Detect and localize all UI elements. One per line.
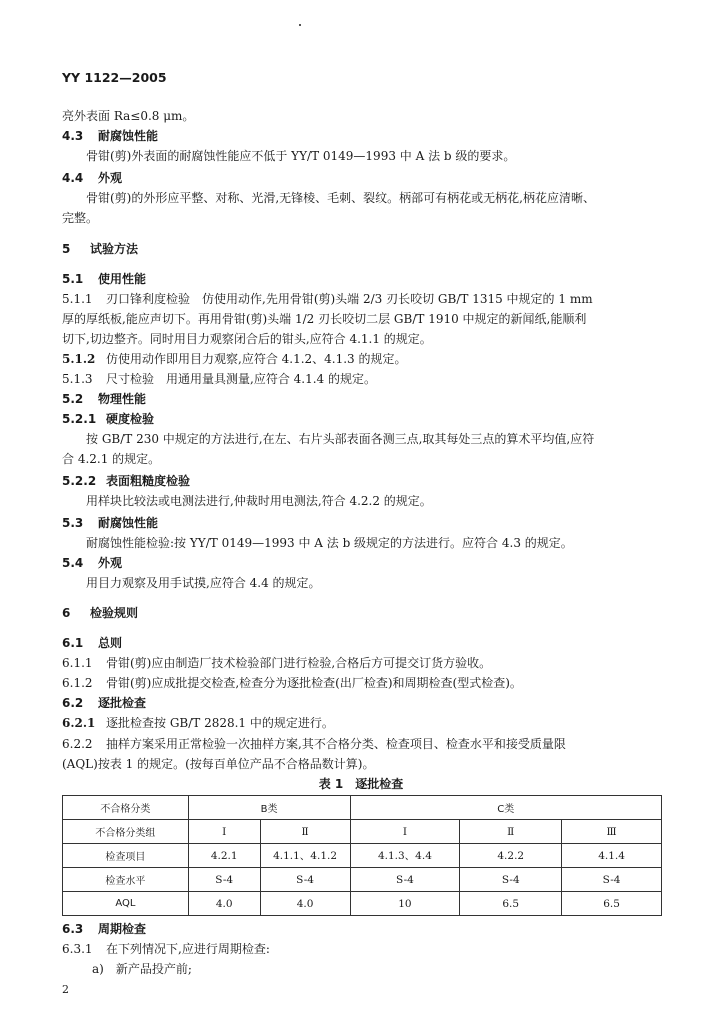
section-heading-4-4: 4.4 外观 — [62, 171, 123, 185]
text-line: 6.1.1 骨钳(剪)应由制造厂技术检验部门进行检验,合格后方可提交订货方验收。 — [62, 656, 492, 670]
table-cell: Ⅰ — [188, 820, 260, 844]
text-line: 6.3.1 在下列情况下,应进行周期检查: — [62, 942, 270, 956]
scan-mark — [299, 24, 301, 26]
table-cell: Ⅱ — [460, 820, 562, 844]
table-row — [63, 868, 662, 892]
table-row — [63, 844, 662, 868]
table-caption: 表 1 逐批检查 — [318, 777, 404, 791]
table-cell: 6.5 — [562, 892, 662, 916]
text-line: (AQL)按表 1 的规定。(按每百单位产品不合格品数计算)。 — [62, 757, 375, 771]
standard-number: YY 1122—2005 — [62, 70, 167, 85]
table-cell: Ⅰ — [350, 820, 460, 844]
table-cell: S-4 — [562, 868, 662, 892]
text-line: 完整。 — [62, 211, 99, 225]
row-label: 检查项目 — [63, 844, 189, 868]
row-label: AQL — [63, 892, 189, 916]
row-label: 检查水平 — [63, 868, 189, 892]
table-cell: 10 — [350, 892, 460, 916]
table-cell: 4.2.2 — [460, 844, 562, 868]
text-line: 6.2.1 逐批检查按 GB/T 2828.1 中的规定进行。 — [62, 716, 334, 730]
class-c-header: C类 — [350, 796, 662, 820]
table-cell: 6.5 — [460, 892, 562, 916]
text-line: 厚的厚纸板,能应声切下。再用骨钳(剪)头端 1/2 刃长咬切二层 GB/T 1910 中规定的新闻纸,能顺利 — [62, 312, 587, 326]
text-line: 骨钳(剪)的外形应平整、对称、光滑,无锋棱、毛刺、裂纹。柄部可有柄花或无柄花,柄花应清晰、 — [86, 191, 595, 205]
table-cell: S-4 — [460, 868, 562, 892]
text-line: 耐腐蚀性能检验:按 YY/T 0149—1993 中 A 法 b 级规定的方法进行。应符合 4.3 的规定。 — [86, 536, 573, 550]
table-row — [63, 796, 662, 820]
page-number: 2 — [62, 983, 69, 996]
table-cell: 4.0 — [188, 892, 260, 916]
section-heading-5-1: 5.1 使用性能 — [62, 272, 147, 286]
table-cell: Ⅱ — [260, 820, 350, 844]
row-label: 不合格分类 — [63, 796, 189, 820]
section-heading-5: 5 试验方法 — [62, 242, 139, 256]
text-line: 6.1.2 骨钳(剪)应成批提交检查,检查分为逐批检查(出厂检查)和周期检查(型式检查)。 — [62, 676, 522, 690]
table-cell: 4.2.1 — [188, 844, 260, 868]
text-line: 5.1.2 仿使用动作即用目力观察,应符合 4.1.2、4.1.3 的规定。 — [62, 352, 407, 366]
text-line: 亮外表面 Ra≤0.8 μm。 — [62, 109, 195, 123]
table-row — [63, 892, 662, 916]
section-heading-5-2-2: 5.2.2 表面粗糙度检验 — [62, 474, 191, 488]
section-heading-5-2-1: 5.2.1 硬度检验 — [62, 412, 155, 426]
section-heading-6-2: 6.2 逐批检查 — [62, 696, 147, 710]
table-cell: 4.1.1、4.1.2 — [260, 844, 350, 868]
table-cell: 4.1.3、4.4 — [350, 844, 460, 868]
section-heading-4-3: 4.3 耐腐蚀性能 — [62, 129, 159, 143]
table-cell: S-4 — [260, 868, 350, 892]
text-line: 5.1.3 尺寸检验 用通用量具测量,应符合 4.1.4 的规定。 — [62, 372, 376, 386]
text-line: 用样块比较法或电测法进行,仲裁时用电测法,符合 4.2.2 的规定。 — [86, 494, 432, 508]
text-line: 合 4.2.1 的规定。 — [62, 452, 161, 466]
section-heading-6: 6 检验规则 — [62, 606, 139, 620]
table-cell: 4.1.4 — [562, 844, 662, 868]
list-item: a) 新产品投产前; — [92, 962, 192, 976]
table-cell: 4.0 — [260, 892, 350, 916]
text-line: 切下,切边整齐。同时用目力观察闭合后的钳头,应符合 4.1.1 的规定。 — [62, 332, 432, 346]
text-line: 6.2.2 抽样方案采用正常检验一次抽样方案,其不合格分类、检查项目、检查水平和接受质量限 — [62, 737, 566, 751]
text-line: 5.1.1 刃口锋利度检验 仿使用动作,先用骨钳(剪)头端 2/3 刃长咬切 GB/T 1315 中规定的 1 mm — [62, 292, 593, 306]
table-cell: S-4 — [188, 868, 260, 892]
section-heading-5-2: 5.2 物理性能 — [62, 392, 147, 406]
table-cell: Ⅲ — [562, 820, 662, 844]
inspection-table — [62, 795, 662, 916]
text-line: 用目力观察及用手试摸,应符合 4.4 的规定。 — [86, 576, 321, 590]
table-row — [63, 820, 662, 844]
class-b-header: B类 — [188, 796, 350, 820]
row-label: 不合格分类组 — [63, 820, 189, 844]
section-heading-5-3: 5.3 耐腐蚀性能 — [62, 516, 159, 530]
text-line: 骨钳(剪)外表面的耐腐蚀性能应不低于 YY/T 0149—1993 中 A 法 b 级的要求。 — [86, 149, 516, 163]
text-line: 按 GB/T 230 中规定的方法进行,在左、右片头部表面各测三点,取其每处三点的算术平均值,应符 — [86, 432, 595, 446]
section-heading-5-4: 5.4 外观 — [62, 556, 123, 570]
section-heading-6-3: 6.3 周期检查 — [62, 922, 147, 936]
section-heading-6-1: 6.1 总则 — [62, 636, 123, 650]
table-cell: S-4 — [350, 868, 460, 892]
